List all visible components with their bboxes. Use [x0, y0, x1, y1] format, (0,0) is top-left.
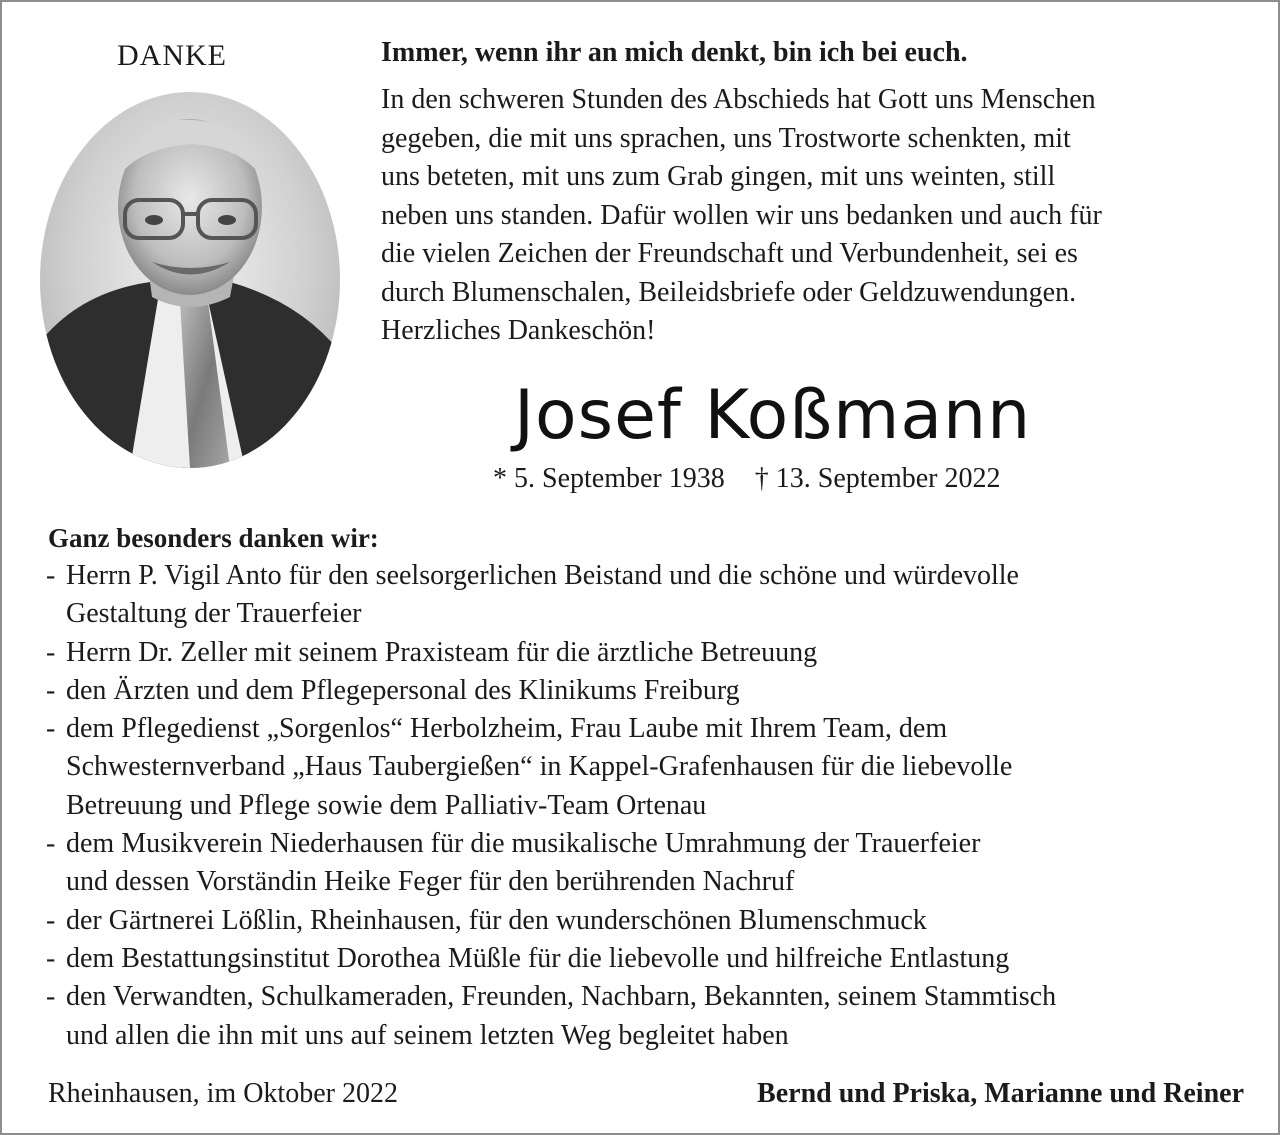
birth-date: * 5. September 1938 — [493, 463, 725, 494]
thanks-list — [46, 557, 1266, 1055]
portrait-illustration — [40, 92, 340, 468]
thanks-item-line: dem Bestattungsinstitut Dorothea Müßle für die liebevolle und hilfreiche Entlastung — [66, 942, 1010, 974]
thanks-item — [46, 557, 1266, 634]
thanks-item-line: Betreuung und Pflege sowie dem Palliativ-Team Ortenau — [66, 789, 707, 821]
intro-line: Herzliches Dankeschön! — [381, 315, 656, 346]
thanks-item-line: dem Pflegedienst „Sorgenlos“ Herbolzheim, Frau Laube mit Ihrem Team, dem — [66, 713, 948, 745]
signers: Bernd und Priska, Marianne und Reiner — [757, 1078, 1244, 1109]
thanks-item — [46, 940, 1266, 978]
thanks-item — [46, 902, 1266, 940]
thanks-item — [46, 634, 1266, 672]
deceased-name: Josef Koßmann — [514, 376, 1032, 455]
intro-line: gegeben, die mit uns sprachen, uns Trostworte schenkten, mit — [381, 122, 1071, 154]
life-dates — [493, 462, 1001, 496]
intro-line: In den schweren Stunden des Abschieds hat Gott uns Menschen — [381, 84, 1096, 115]
heading-quote: Immer, wenn ihr an mich denkt, bin ich bei euch. — [381, 37, 968, 68]
thanks-item — [46, 710, 1266, 825]
bullet-dash: - — [46, 942, 56, 974]
thanks-item-line: und allen die ihn mit uns auf seinem letzten Weg begleitet haben — [66, 1019, 789, 1051]
bullet-dash: - — [46, 904, 56, 936]
thanks-item-line: dem Musikverein Niederhausen für die musikalische Umrahmung der Trauerfeier — [66, 828, 981, 860]
bullet-dash: - — [46, 560, 56, 591]
intro-line: durch Blumenschalen, Beileidsbriefe oder Geldzuwendungen. — [381, 276, 1077, 308]
bullet-dash: - — [46, 828, 56, 860]
thanks-item-line: und dessen Vorständin Heike Feger für den berührenden Nachruf — [66, 866, 795, 898]
intro-line: die vielen Zeichen der Freundschaft und Verbundenheit, sei es — [381, 238, 1078, 269]
portrait-photo — [40, 92, 340, 468]
thanks-item-line: Herrn Dr. Zeller mit seinem Praxisteam für die ärztliche Betreuung — [66, 636, 818, 668]
thanks-item-line: den Verwandten, Schulkameraden, Freunden, Nachbarn, Bekannten, seinem Stammtisch — [66, 981, 1057, 1013]
danke-label: DANKE — [117, 39, 227, 72]
intro-text — [381, 81, 1261, 351]
thanks-item — [46, 825, 1266, 902]
thanks-item-line: der Gärtnerei Lößlin, Rheinhausen, für den wunderschönen Blumenschmuck — [66, 904, 927, 936]
thanks-item — [46, 978, 1266, 1055]
bullet-dash: - — [46, 981, 56, 1013]
thanks-item-line: Herrn P. Vigil Anto für den seelsorgerlichen Beistand und die schöne und würdevolle — [66, 560, 1019, 591]
bullet-dash: - — [46, 674, 56, 706]
intro-line: neben uns standen. Dafür wollen wir uns bedanken und auch für — [381, 199, 1102, 231]
thanks-item-line: Schwesternverband „Haus Taubergießen“ in Kappel-Grafenhausen für die liebevolle — [66, 751, 1013, 783]
intro-line: uns beteten, mit uns zum Grab gingen, mit uns weinten, still — [381, 161, 1056, 192]
bullet-dash: - — [46, 636, 56, 668]
death-date: † 13. September 2022 — [754, 463, 1001, 494]
place-date: Rheinhausen, im Oktober 2022 — [48, 1078, 398, 1109]
thanks-title: Ganz besonders danken wir: — [48, 523, 379, 553]
thanks-item-line: den Ärzten und dem Pflegepersonal des Klinikums Freiburg — [66, 674, 740, 706]
thanks-item-line: Gestaltung der Trauerfeier — [66, 598, 362, 630]
bullet-dash: - — [46, 713, 56, 745]
thanks-item — [46, 672, 1266, 710]
